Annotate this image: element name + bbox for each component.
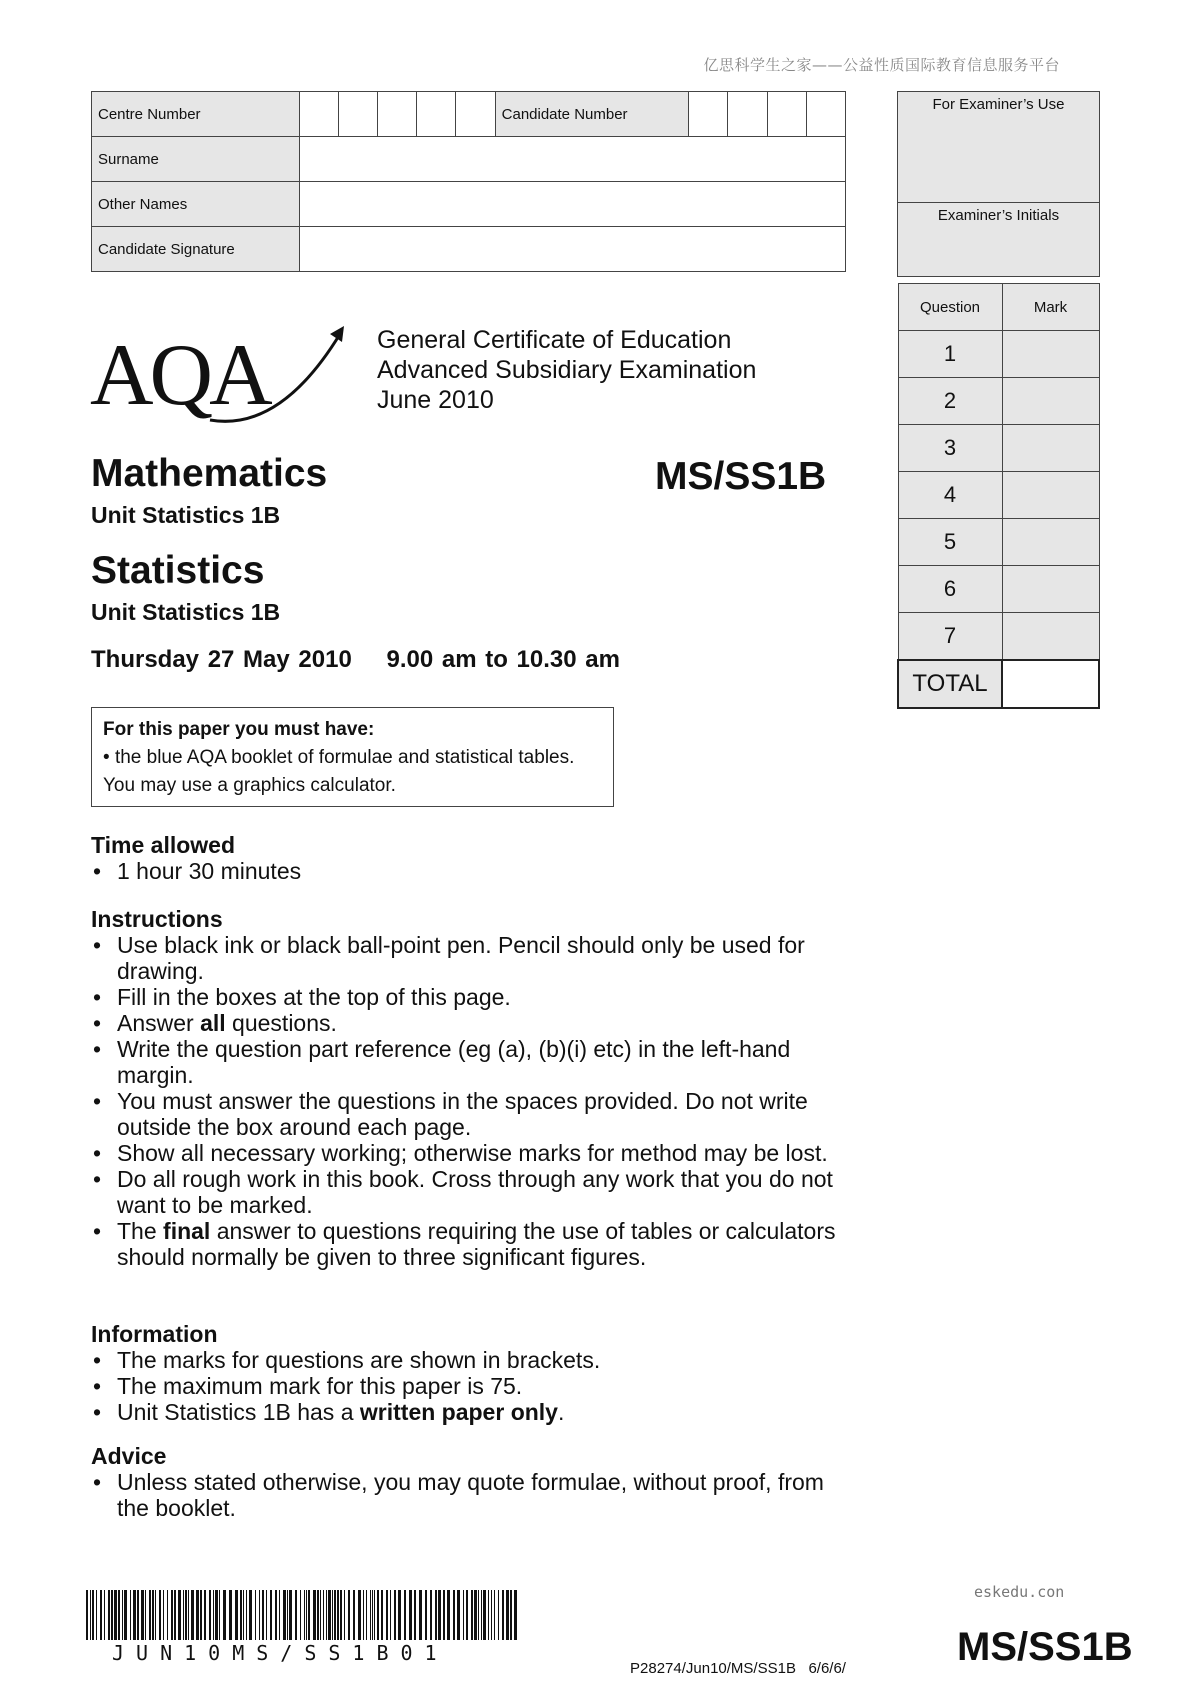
paper-reference: P28274/Jun10/MS/SS1B 6/6/6/ (630, 1660, 846, 1677)
other-names-label: Other Names (92, 182, 300, 227)
barcode-bar (358, 1590, 361, 1640)
advice-item: • Unless stated otherwise, you may quote formulae, without proof, from the booklet. (91, 1469, 851, 1521)
question-number: 5 (898, 519, 1002, 566)
barcode-bar (235, 1590, 238, 1640)
barcode-bar (229, 1590, 232, 1640)
barcode-bar (353, 1590, 355, 1640)
barcode-bar (332, 1590, 333, 1640)
barcode-bar (145, 1590, 146, 1640)
advice-heading: Advice (91, 1443, 167, 1469)
barcode-bar (266, 1590, 267, 1640)
barcode-bar (191, 1590, 194, 1640)
question-header: Question (898, 284, 1002, 331)
time-item: • 1 hour 30 minutes (91, 858, 851, 884)
barcode-bar (96, 1590, 97, 1640)
barcode-bar (111, 1590, 113, 1640)
instruction-item: • The final answer to questions requiring the use of tables or calculators should normally be given to three significant figures. (91, 1218, 851, 1270)
total-label: TOTAL (898, 660, 1002, 708)
marks-table (897, 283, 1100, 709)
barcode-bar (323, 1590, 324, 1640)
mark-cell[interactable] (1002, 378, 1099, 425)
barcode-bar (506, 1590, 509, 1640)
aqa-logo-text: AQA (90, 327, 269, 424)
information-item: • The marks for questions are shown in brackets. (91, 1347, 851, 1373)
barcode-bar (90, 1590, 91, 1640)
subject-unit-2: Unit Statistics 1B (91, 599, 281, 625)
barcode-bar (171, 1590, 173, 1640)
barcode-bar (155, 1590, 156, 1640)
barcode-bar (223, 1590, 226, 1640)
subject-unit-1: Unit Statistics 1B (91, 502, 281, 528)
candidate-number-box[interactable] (806, 92, 845, 137)
candidate-number-label: Candidate Number (495, 92, 689, 137)
barcode-bar (114, 1590, 117, 1640)
barcode-bar (243, 1590, 244, 1640)
barcode-bar (270, 1590, 272, 1640)
gce-line-2: Advanced Subsidiary Examination (377, 356, 757, 384)
question-number: 2 (898, 378, 1002, 425)
footer-paper-code: MS/SS1B (957, 1625, 1133, 1669)
instruction-item: • Answer all questions. (91, 1010, 851, 1036)
qualification-block (377, 325, 756, 415)
barcode-bar (430, 1590, 432, 1640)
examiner-box (897, 91, 1100, 709)
barcode-bar (425, 1590, 427, 1640)
barcode-bar (372, 1590, 373, 1640)
barcode-bar (374, 1590, 375, 1640)
question-number: 1 (898, 331, 1002, 378)
barcode-bar (133, 1590, 136, 1640)
centre-number-box[interactable] (338, 92, 377, 137)
question-number: 3 (898, 425, 1002, 472)
instructions-section (91, 906, 851, 1270)
barcode-bar (366, 1590, 367, 1640)
barcode-bar (124, 1590, 127, 1640)
barcode-bar (188, 1590, 189, 1640)
barcode-bar (246, 1590, 247, 1640)
barcode-bar (130, 1590, 131, 1640)
barcode-bar (491, 1590, 492, 1640)
barcode-bar (240, 1590, 242, 1640)
barcode-bar (447, 1590, 450, 1640)
requirements-heading: For this paper you must have: (103, 719, 375, 740)
barcode-bar (498, 1590, 499, 1640)
barcode-bar (122, 1590, 123, 1640)
centre-number-box[interactable] (299, 92, 338, 137)
barcode-bar (141, 1590, 144, 1640)
exam-date: Thursday 27 May 2010 9.00 am to 10.30 am (91, 646, 620, 673)
barcode-bar (510, 1590, 512, 1640)
barcode-bar (209, 1590, 211, 1640)
candidate-number-box[interactable] (728, 92, 767, 137)
watermark: 亿思科学生之家——公益性质国际教育信息服务平台 (703, 56, 1060, 74)
barcode-bar (118, 1590, 120, 1640)
barcode-bar (394, 1590, 396, 1640)
barcode-bar (183, 1590, 184, 1640)
centre-number-box[interactable] (378, 92, 417, 137)
examiner-initials-label: Examiner’s Initials (897, 203, 1100, 277)
surname-label: Surname (92, 137, 300, 182)
mark-cell[interactable] (1002, 613, 1099, 661)
barcode-bar (313, 1590, 316, 1640)
barcode-bar (178, 1590, 181, 1640)
barcode-bar (340, 1590, 342, 1640)
barcode-bar (262, 1590, 264, 1640)
barcode-bar (200, 1590, 202, 1640)
barcode-bar (414, 1590, 416, 1640)
barcode-bar (478, 1590, 479, 1640)
barcode-bar (306, 1590, 307, 1640)
barcode-bar (196, 1590, 199, 1640)
requirements-item-text: the blue AQA booklet of formulae and statistical tables. (114, 747, 575, 768)
barcode-bar (344, 1590, 345, 1640)
barcode-bar (255, 1590, 256, 1640)
barcode-bar (386, 1590, 388, 1640)
time-section (91, 832, 851, 884)
barcode-bar (348, 1590, 350, 1640)
barcode-bar (377, 1590, 379, 1640)
barcode-bar (483, 1590, 486, 1640)
barcode-bar (502, 1590, 504, 1640)
barcode-bar (283, 1590, 286, 1640)
mark-cell[interactable] (1002, 566, 1099, 613)
barcode-bar (463, 1590, 464, 1640)
mark-cell[interactable] (1002, 519, 1099, 566)
signature-field[interactable] (299, 227, 845, 272)
barcode-bar (474, 1590, 477, 1640)
barcode-bar (337, 1590, 339, 1640)
barcode-text: JUN10MS/SS1B01 (112, 1641, 449, 1665)
barcode-bar (213, 1590, 214, 1640)
time-heading: Time allowed (91, 832, 236, 858)
question-number: 4 (898, 472, 1002, 519)
instruction-item: • Do all rough work in this book. Cross through any work that you do not want to be marked. (91, 1166, 851, 1218)
barcode-bar (215, 1590, 218, 1640)
barcode-bar (219, 1590, 220, 1640)
centre-number-box[interactable] (456, 92, 495, 137)
barcode-bar (304, 1590, 305, 1640)
barcode-bar (149, 1590, 151, 1640)
barcode-bar (494, 1590, 495, 1640)
barcode-bar (443, 1590, 445, 1640)
barcode-bar (287, 1590, 288, 1640)
subject-title-statistics: Statistics (91, 549, 265, 592)
barcode-bar (163, 1590, 164, 1640)
barcode-bar (370, 1590, 371, 1640)
barcode-bar (86, 1590, 88, 1640)
total-mark-cell[interactable] (1002, 660, 1099, 708)
information-section (91, 1321, 851, 1425)
barcode-bar (152, 1590, 154, 1640)
barcode-bar (381, 1590, 383, 1640)
centre-number-label: Centre Number (92, 92, 300, 137)
barcode-bar (390, 1590, 391, 1640)
barcode-bar (453, 1590, 455, 1640)
candidate-number-box[interactable] (767, 92, 806, 137)
question-number: 6 (898, 566, 1002, 613)
site-watermark: eskedu.con (974, 1583, 1065, 1601)
barcode-bar (174, 1590, 176, 1640)
barcode-bar (295, 1590, 297, 1640)
barcode-bar (435, 1590, 437, 1640)
barcode-bar (185, 1590, 187, 1640)
barcode-bar (167, 1590, 168, 1640)
candidate-number-box[interactable] (689, 92, 728, 137)
barcode-bar (471, 1590, 473, 1640)
barcode (86, 1590, 518, 1640)
barcode-bar (279, 1590, 280, 1640)
advice-section (91, 1443, 851, 1521)
requirements-note: You may use a graphics calculator. (103, 775, 396, 796)
barcode-bar (317, 1590, 319, 1640)
barcode-bar (275, 1590, 277, 1640)
gce-line-3: June 2010 (377, 386, 494, 414)
barcode-bar (104, 1590, 105, 1640)
barcode-bar (204, 1590, 206, 1640)
barcode-bar (249, 1590, 252, 1640)
barcode-bar (320, 1590, 321, 1640)
barcode-bar (92, 1590, 94, 1640)
question-number: 7 (898, 613, 1002, 661)
subject-title-mathematics: Mathematics (91, 452, 328, 495)
barcode-bar (308, 1590, 310, 1640)
mark-cell[interactable] (1002, 331, 1099, 378)
barcode-bar (404, 1590, 406, 1640)
barcode-bar (363, 1590, 364, 1640)
requirements-box (91, 707, 614, 807)
requirements-item: • the blue AQA booklet of formulae and statistical tables. (103, 747, 575, 768)
barcode-bar (326, 1590, 327, 1640)
other-names-field[interactable] (299, 182, 845, 227)
barcode-bar (466, 1590, 468, 1640)
barcode-bar (259, 1590, 260, 1640)
candidate-details-table (91, 91, 846, 272)
barcode-bar (159, 1590, 161, 1640)
barcode-bar (481, 1590, 482, 1640)
barcode-bar (137, 1590, 139, 1640)
barcode-bar (100, 1590, 102, 1640)
barcode-bar (438, 1590, 441, 1640)
instruction-item: • Show all necessary working; otherwise marks for method may be lost. (91, 1140, 851, 1166)
examiner-use-label: For Examiner’s Use (897, 91, 1100, 203)
barcode-bar (514, 1590, 517, 1640)
signature-label: Candidate Signature (92, 227, 300, 272)
mark-header: Mark (1002, 284, 1099, 331)
barcode-bar (300, 1590, 301, 1640)
centre-number-box[interactable] (417, 92, 456, 137)
instruction-item: • Use black ink or black ball-point pen. Pencil should only be used for drawing. (91, 932, 851, 984)
instructions-heading: Instructions (91, 906, 223, 932)
information-heading: Information (91, 1321, 218, 1347)
barcode-bar (457, 1590, 460, 1640)
barcode-bar (328, 1590, 331, 1640)
mark-cell[interactable] (1002, 472, 1099, 519)
barcode-bar (334, 1590, 336, 1640)
surname-field[interactable] (299, 137, 845, 182)
mark-cell[interactable] (1002, 425, 1099, 472)
barcode-bar (488, 1590, 489, 1640)
barcode-bar (409, 1590, 412, 1640)
barcode-bar (289, 1590, 292, 1640)
instruction-item: • Fill in the boxes at the top of this page. (91, 984, 851, 1010)
instruction-item: • You must answer the questions in the spaces provided. Do not write outside the box around each page. (91, 1088, 851, 1140)
barcode-bar (108, 1590, 110, 1640)
information-item: • Unit Statistics 1B has a written paper only. (91, 1399, 851, 1425)
instruction-item: • Write the question part reference (eg (a), (b)(i) etc) in the left-hand margin. (91, 1036, 851, 1088)
barcode-bar (398, 1590, 401, 1640)
barcode-bar (419, 1590, 422, 1640)
aqa-logo (90, 322, 350, 428)
paper-code: MS/SS1B (655, 455, 827, 498)
information-item: • The maximum mark for this paper is 75. (91, 1373, 851, 1399)
gce-line-1: General Certificate of Education (377, 326, 732, 354)
